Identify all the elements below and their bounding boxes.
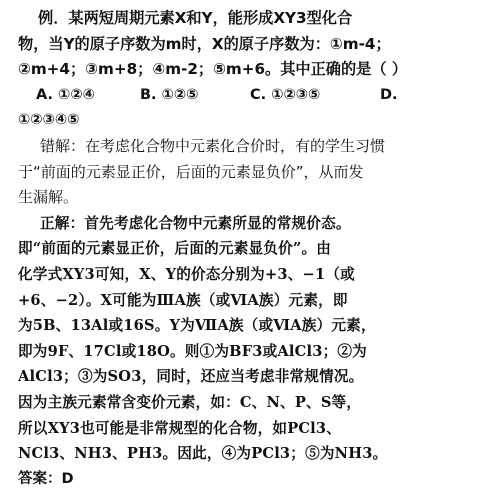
- answer-block: [18, 467, 470, 492]
- correct-solution-line-5: 为5B、13Al或16S。Y为ⅦA族（或ⅥA族）元素，: [18, 317, 376, 335]
- option-d-continued: ①②③④⑤: [18, 112, 80, 129]
- question-line-3: ②m+4；③m+8；④m-2；⑤m+6。其中正确的是（ ）: [18, 60, 408, 79]
- correct-solution-line-1: 正解：首先考虑化合物中元素所显的常规价态。: [40, 214, 351, 232]
- correct-solution-line-2: 即“前面的元素显正价，后面的元素显负价”。由: [18, 240, 332, 258]
- correct-solution-block: [18, 211, 470, 467]
- options-block: [18, 83, 470, 134]
- options-line: [18, 83, 470, 109]
- wrong-solution-line-2: 于“前面的元素显正价，后面的元素显负价”，从而发: [18, 162, 364, 181]
- wrong-solution-line-3: 生漏解。: [18, 188, 79, 207]
- wrong-solution-line-1: 错解：在考虑化合物中元素化合价时，有的学生习惯: [40, 136, 386, 155]
- correct-solution-line-4: +6、−2）。X可能为ⅢA族（或ⅥA族）元素，即: [18, 291, 348, 309]
- correct-solution-line-7: AlCl3；③为SO3，同时，还应当考虑非常规情况。: [18, 368, 364, 386]
- wrong-solution-block: [18, 134, 470, 211]
- correct-solution-line-9: 所以XY3也可能是非常规型的化合物，如PCl3、: [18, 419, 342, 437]
- option-a: A. ①②④: [36, 86, 95, 103]
- option-d: D.: [380, 86, 398, 103]
- correct-solution-line-6: 即为9F、17Cl或18O。则①为BF3或AlCl3；②为: [18, 342, 367, 360]
- option-c: C. ①②③⑤: [250, 86, 321, 103]
- answer-line: 答案：D: [18, 470, 74, 487]
- question-line-1: 例．某两短周期元素X和Y，能形成XY3型化合: [38, 9, 353, 27]
- correct-solution-line-3: 化学式XY3可知，X、Y的价态分别为+3、−1（或: [18, 265, 355, 283]
- question-block: [18, 6, 470, 83]
- option-b: B. ①②⑤: [140, 86, 199, 103]
- correct-solution-line-10: NCl3、NH3、PH3。因此，④为PCl3；⑤为NH3。: [18, 445, 388, 463]
- question-line-2: 物，当Y的原子序数为m时，X的原子序数为：①m-4；: [18, 34, 391, 53]
- correct-solution-line-8: 因为主族元素常含变价元素，如：C、N、P、S等，: [18, 393, 362, 411]
